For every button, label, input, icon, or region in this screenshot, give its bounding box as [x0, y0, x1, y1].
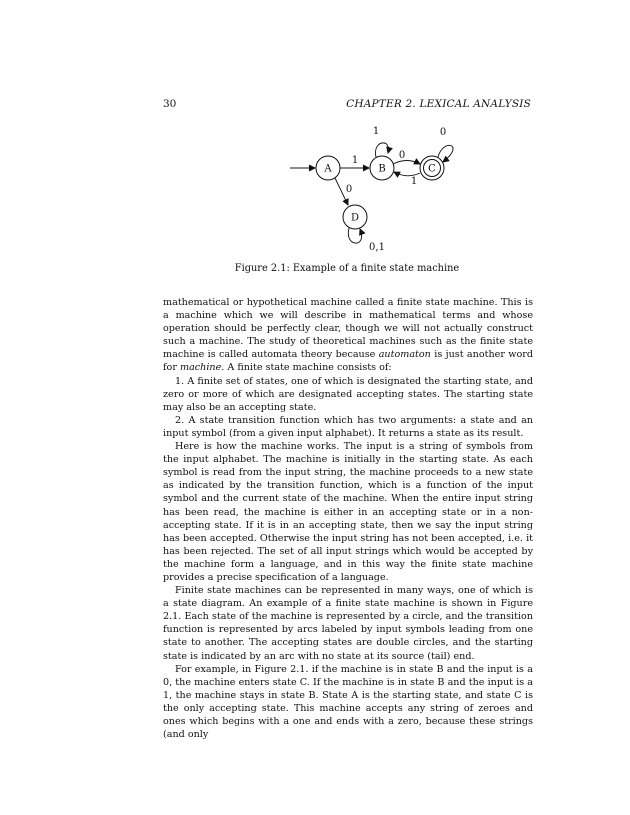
finite-state-machine-diagram — [280, 120, 480, 255]
loop-b-label: 1 — [372, 126, 380, 137]
paragraph-2: 1. A finite set of states, one of which is designated the starting state, and zero or more of which are designated accepting states. The starting state may also be an accepting state. — [163, 375, 533, 413]
figure-caption: Figure 2.1: Example of a finite state machine — [234, 263, 460, 274]
loop-d-label: 0,1 — [369, 242, 385, 253]
state-a — [316, 156, 340, 180]
state-d-label: D — [350, 212, 360, 224]
loop-d — [348, 228, 361, 243]
state-c-label: C — [428, 163, 436, 175]
running-header — [163, 98, 531, 114]
body-text — [163, 296, 533, 741]
edge-a-b-label: 1 — [351, 155, 359, 166]
paragraph-1-part-a: mathematical or hypothetical machine called a finite state machine. This is a machine which we will describe in mathematical terms and whose operation should be perfectly clear, though we will not actually construct such a machine. The study of theoretical machines such as the finite state machine is called automata theory because — [163, 297, 533, 361]
paragraph-1-part-c: . A finite state machine consists of: — [221, 362, 392, 374]
chapter-title: CHAPTER 2. LEXICAL ANALYSIS — [346, 98, 531, 110]
paragraph-4: Here is how the machine works. The input is a string of symbols from the input alphabet. The machine is initially in the starting state. As each symbol is read from the input string, the machine proceeds to a new state as indicated by the transition function, which is a function of the input symbol and the current state of the machine. When the entire input string has been read, the machine is either in an accepting state or in a non-accepting state. If it is in an accepting state, then we say the input string has been accepted. Otherwise the input string has not been accepted, i.e. it has been rejected. The set of all input strings which would be accepted by the machine form a language, and in this way the finite state machine provides a precise specification of a language. — [163, 441, 533, 583]
emphasis-machine: machine — [179, 362, 222, 374]
loop-b — [375, 143, 388, 157]
edge-c-b-label: 1 — [410, 176, 418, 187]
loop-c-label: 0 — [439, 127, 447, 138]
paragraph-1 — [163, 296, 533, 375]
edge-b-c-label: 0 — [398, 150, 406, 161]
paragraph-6: For example, in Figure 2.1. if the machine is in state B and the input is a 0, the machine enters state C. If the machine is in state B and the input is a 1, the machine stays in state B. State A is the starting state, and state C is the only accepting state. This machine accepts any string of zeroes and ones which begins with a one and ends with a zero, because these strings (and only — [163, 663, 533, 741]
state-b-label: B — [378, 163, 386, 175]
paragraph-3: 2. A state transition function which has two arguments: a state and an input symbol (from a given input alphabet). It returns a state as its result. — [163, 414, 533, 439]
state-d — [343, 205, 367, 229]
state-c-accepting — [420, 156, 444, 180]
emphasis-automaton: automaton — [378, 349, 431, 361]
paragraph-5: Finite state machines can be represented in many ways, one of which is a state diagram. An example of a finite state machine is shown in Figure 2.1. Each state of the machine is represented by a circle, and the transition function is represented by arcs labeled by input symbols leading from one state to another. The accepting states are double circles, and the starting state is indicated by an arc with no state at its source (tail) end. — [163, 585, 533, 662]
edge-a-d-label: 0 — [345, 184, 353, 195]
paragraph-1-part-b: is just another word for — [163, 349, 533, 374]
edge-b-c — [393, 161, 420, 165]
state-a-label: A — [324, 163, 332, 175]
page-number: 30 — [163, 98, 177, 110]
state-b — [370, 156, 394, 180]
